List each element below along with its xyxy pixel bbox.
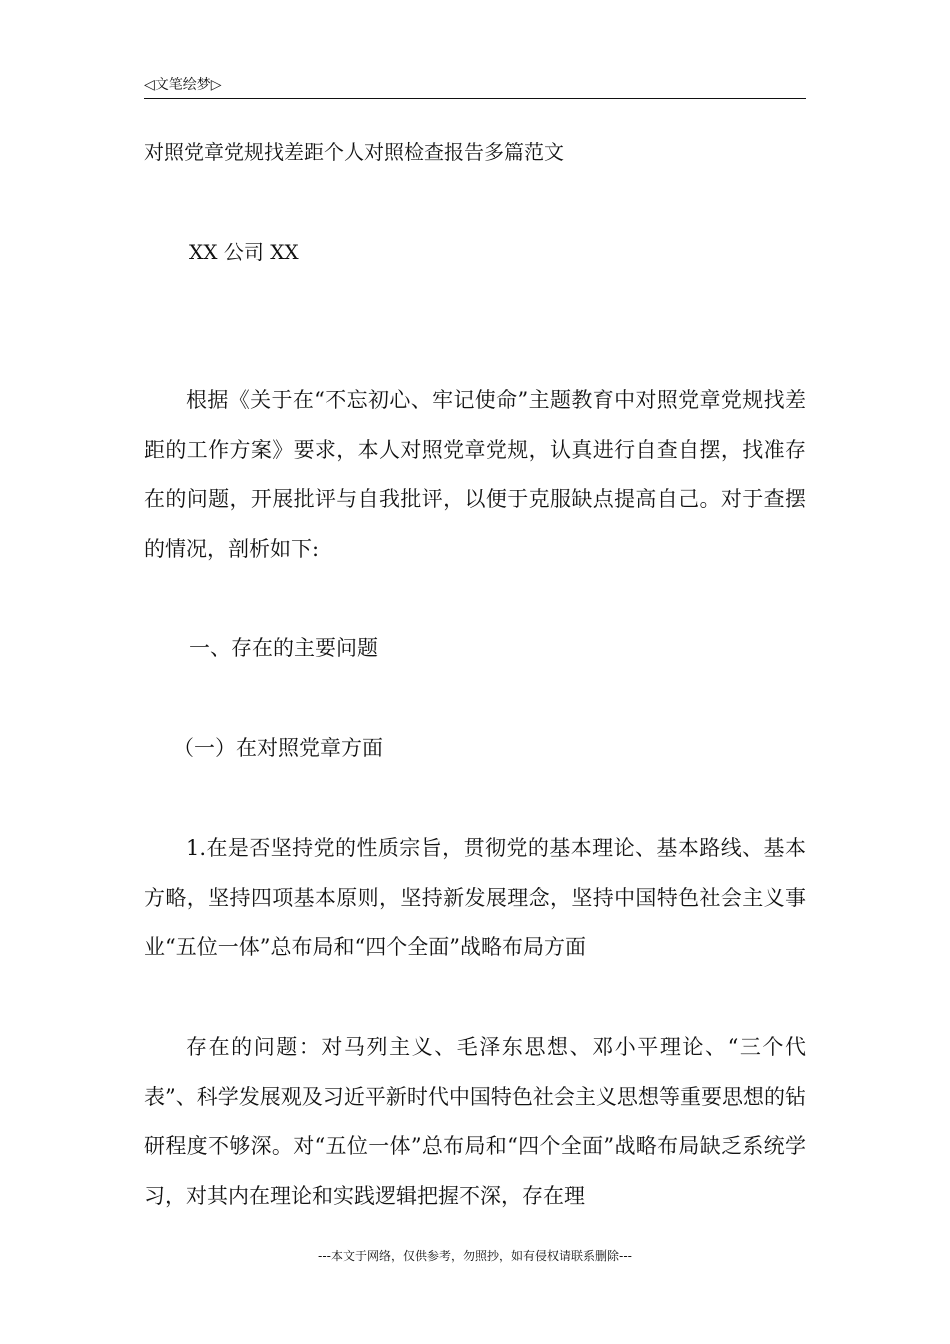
subsection-heading: （一）在对照党章方面	[173, 736, 383, 760]
section-heading: 一、存在的主要问题	[189, 636, 378, 660]
intro-paragraph: 根据《关于在“不忘初心、牢记使命”主题教育中对照党章党规找差距的工作方案》要求，本人对照党章党规，认真进行自查自摆，找准存在的问题，开展批评与自我批评，以便于克服缺点提高自己。对于查摆的情况，剖析如下:	[144, 388, 806, 561]
item-paragraph: 1.在是否坚持党的性质宗旨，贯彻党的基本理论、基本路线、基本方略，坚持四项基本原则，坚持新发展理念，坚持中国特色社会主义事业“五位一体”总布局和“四个全面”战略布局方面	[144, 836, 806, 959]
document-author: XX 公司 XX	[189, 240, 299, 264]
page-footer: ---本文于网络，仅供参考，勿照抄，如有侵权请联系删除---	[318, 1249, 632, 1263]
document-title: 对照党章党规找差距个人对照检查报告多篇范文	[144, 140, 564, 164]
page-header	[144, 76, 806, 99]
header-brand: ◁文笔绘梦▷	[144, 77, 222, 93]
problem-paragraph: 存在的问题：对马列主义、毛泽东思想、邓小平理论、“三个代表”、科学发展观及习近平新时代中国特色社会主义思想等重要思想的钻研程度不够深。对“五位一体”总布局和“四个全面”战略布局缺乏系统学习，对其内在理论和实践逻辑把握不深，存在理	[144, 1035, 806, 1208]
